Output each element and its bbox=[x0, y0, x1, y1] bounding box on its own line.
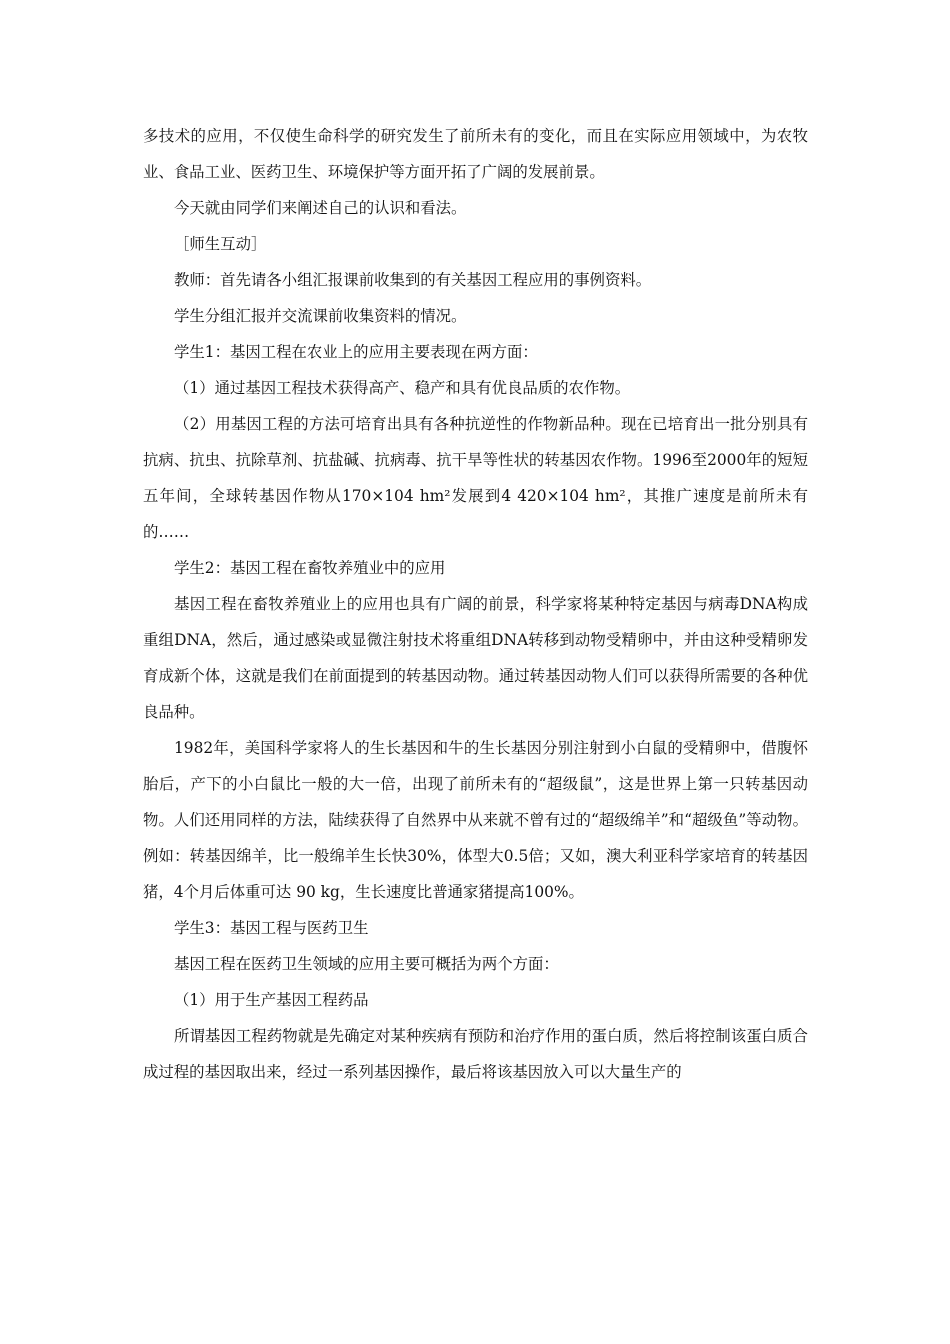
paragraph-medicine-overview: 基因工程在医药卫生领域的应用主要可概括为两个方面： bbox=[174, 955, 559, 973]
paragraph-student1-item1: （1）通过基因工程技术获得高产、稳产和具有优良品质的农作物。 bbox=[174, 379, 631, 397]
paragraph-teacher: 教师：首先请各小组汇报课前收集到的有关基因工程应用的事例资料。 bbox=[174, 271, 652, 289]
paragraph-students-report: 学生分组汇报并交流课前收集资料的情况。 bbox=[174, 307, 467, 325]
paragraph-student3-heading: 学生3：基因工程与医药卫生 bbox=[174, 919, 369, 937]
paragraph-student1-heading: 学生1：基因工程在农业上的应用主要表现在两方面： bbox=[174, 343, 538, 361]
section-heading-interaction: ［师生互动］ bbox=[174, 235, 267, 253]
paragraph-animal-husbandry: 基因工程在畜牧养殖业上的应用也具有广阔的前景，科学家将某种特定基因与病毒DNA构成重组DNA，然后，通过感染或显微注射技术将重组DNA转移到动物受精卵中，并由这种受精卵发育成新个体，这就是我们在前面提到的转基因动物。通过转基因动物人们可以获得所需要的各种优良品种。 bbox=[143, 595, 808, 721]
paragraph-medicine-item1: （1）用于生产基因工程药品 bbox=[174, 991, 369, 1009]
paragraph-drug-definition: 所谓基因工程药物就是先确定对某种疾病有预防和治疗作用的蛋白质，然后将控制该蛋白质合成过程的基因取出来，经过一系列基因操作，最后将该基因放入可以大量生产的 bbox=[143, 1027, 808, 1081]
paragraph-student1-item2: （2）用基因工程的方法可培育出具有各种抗逆性的作物新品种。现在已培育出一批分别具有抗病、抗虫、抗除草剂、抗盐碱、抗病毒、抗干旱等性状的转基因农作物。1996至2000年的短短五年间，全球转基因作物从170×104 hm²发展到4 420×104 hm²，其推广速度是前所未有的…… bbox=[143, 415, 808, 541]
paragraph-intro-continuation: 多技术的应用，不仅使生命科学的研究发生了前所未有的变化，而且在实际应用领域中，为农牧业、食品工业、医药卫生、环境保护等方面开拓了广阔的发展前景。 bbox=[143, 127, 808, 181]
paragraph-student2-heading: 学生2：基因工程在畜牧养殖业中的应用 bbox=[174, 559, 446, 577]
paragraph-today-discussion: 今天就由同学们来阐述自己的认识和看法。 bbox=[174, 199, 467, 217]
paragraph-super-mouse: 1982年，美国科学家将人的生长基因和牛的生长基因分别注射到小白鼠的受精卵中，借腹怀胎后，产下的小白鼠比一般的大一倍，出现了前所未有的“超级鼠”，这是世界上第一只转基因动物。人们还用同样的方法，陆续获得了自然界中从来就不曾有过的“超级绵羊”和“超级鱼”等动物。例如：转基因绵羊，比一般绵羊生长快30%，体型大0.5倍；又如，澳大利亚科学家培育的转基因猪，4个月后体重可达 90 kg，生长速度比普通家猪提高100%。 bbox=[143, 739, 808, 901]
document-body bbox=[143, 118, 808, 1090]
